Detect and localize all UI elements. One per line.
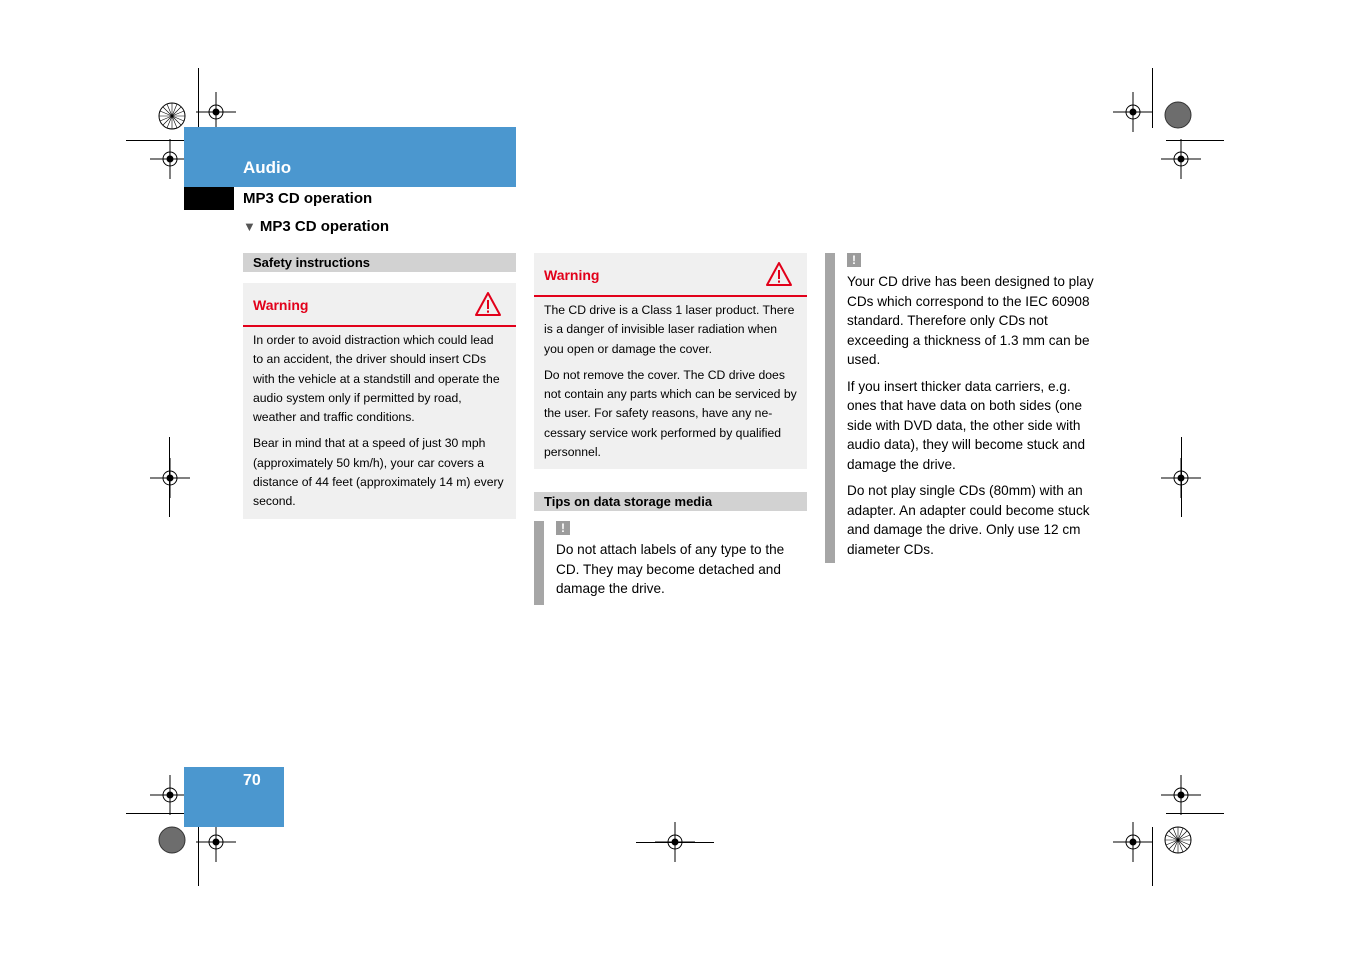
chapter-marker [184,187,234,210]
crosshair-mark-icon [150,458,190,498]
warning-header [534,253,807,297]
warning-paragraph: The CD drive is a Class 1 laser product. There is a danger of invisible laser radiation when you open or damage the cover. [544,303,795,356]
exclamation-icon: ! [847,253,861,267]
notice-paragraph: Do not attach labels of any type to the CD. They may become detached and damage the drive. [556,542,785,596]
notice-paragraph: If you insert thicker data carriers, e.g. ones that have data on both sides (one side with DVD data, the other side with audio data), they will become stuck and damage the drive. [847,378,1086,472]
triangle-down-icon: ▼ [243,219,256,234]
warning-label: Warning [544,267,600,283]
crop-line [169,437,170,517]
crosshair-mark-icon [196,822,236,862]
crop-line [198,827,199,886]
crosshair-mark-icon [1161,139,1201,179]
color-wheel-mark-icon [1158,820,1198,860]
crosshair-mark-icon [196,92,236,132]
laser-warning-box [534,253,807,469]
page-number-tab [184,767,284,827]
notice-paragraph: Your CD drive has been designed to play CDs which correspond to the IEC 60908 standard. Therefore only CDs not exceeding a thickness of 1.3 mm can be used. [847,274,1094,367]
crop-line [636,842,714,843]
safety-warning-box [243,283,516,519]
chapter-title: Audio [243,158,292,177]
crosshair-mark-icon [1113,92,1153,132]
crop-line [1166,813,1224,814]
crop-line [1152,827,1153,886]
page-subtitle: MP3 CD operation [243,190,373,207]
warning-paragraph: Do not remove the cover. The CD drive does not contain any parts which can be serviced by the user. For safety reasons, have any ne-cessary service work performed by qualified personnel. [544,367,797,460]
safety-instructions-heading: Safety instructions [243,253,516,272]
warning-triangle-icon [765,261,793,287]
exclamation-icon: ! [556,521,570,535]
crosshair-mark-icon [1161,775,1201,815]
notice-paragraph: Do not play single CDs (80mm) with an adapter. An adapter could become stuck and damage the drive. Only use 12 cm diameter CDs. [847,483,1090,557]
tips-heading: Tips on data storage media [534,492,807,511]
section-heading-text: MP3 CD operation [259,218,390,235]
section-heading [243,218,389,235]
labels-notice [534,521,807,605]
crop-line [126,813,184,814]
cd-standard-notice [825,253,1100,563]
warning-body [243,327,516,525]
page-number: 70 [243,772,261,789]
warning-triangle-icon [474,291,502,317]
warning-paragraph: Bear in mind that at a speed of just 30 mph (approximately 50 km/h), your car covers a distance of 44 feet (approximately 14 m) every second. [253,436,504,509]
warning-label: Warning [253,297,309,313]
warning-header [243,283,516,327]
crosshair-mark-icon [1113,822,1153,862]
gray-dot-mark-icon [1158,95,1198,135]
warning-body [534,297,807,475]
warning-paragraph: In order to avoid distraction which could lead to an accident, the driver should insert CDs with the vehicle at a standstill and operate the audio system only if permitted by road, weather and traffic conditions. [253,333,500,425]
crop-line [1181,437,1182,517]
header-band [184,127,516,187]
